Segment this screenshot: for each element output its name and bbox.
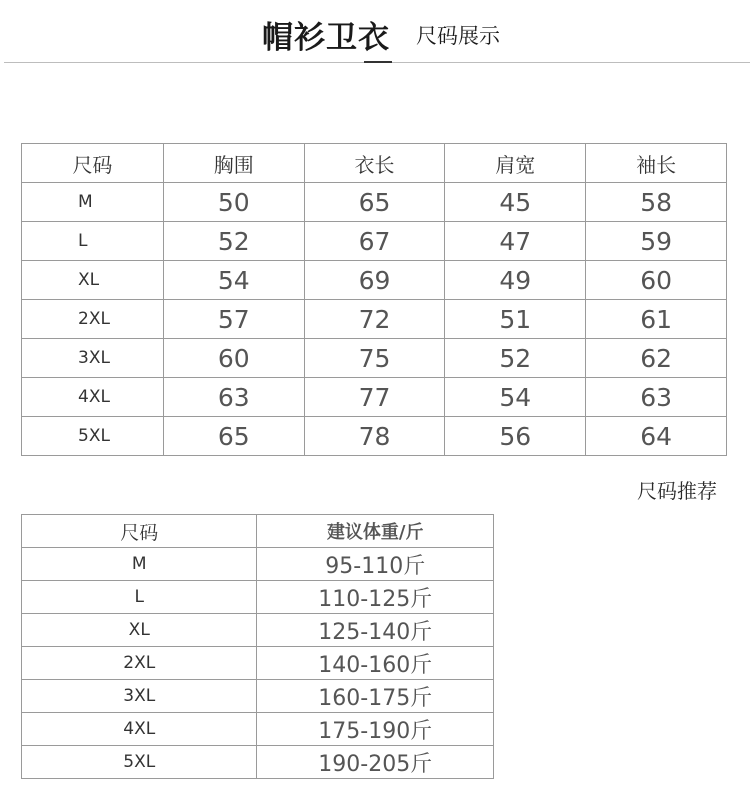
length-cell: 72 bbox=[304, 300, 445, 339]
size-cell: M bbox=[22, 183, 164, 222]
table-row bbox=[22, 614, 494, 647]
size-recommendation-label: 尺码推荐 bbox=[637, 479, 717, 503]
chest-cell: 57 bbox=[163, 300, 304, 339]
sleeve-cell: 59 bbox=[586, 222, 727, 261]
header-chest: 胸围 bbox=[163, 144, 304, 183]
header-length: 衣长 bbox=[304, 144, 445, 183]
sleeve-cell: 63 bbox=[586, 378, 727, 417]
table-row bbox=[22, 183, 727, 222]
sleeve-cell: 62 bbox=[586, 339, 727, 378]
sleeve-cell: 64 bbox=[586, 417, 727, 456]
weight-cell: 125-140斤 bbox=[257, 614, 494, 647]
size-cell: 4XL bbox=[22, 378, 164, 417]
size-cell: XL bbox=[22, 261, 164, 300]
size-cell: 5XL bbox=[22, 417, 164, 456]
shoulder-cell: 45 bbox=[445, 183, 586, 222]
table-row bbox=[22, 417, 727, 456]
size-cell: 2XL bbox=[22, 300, 164, 339]
table-row bbox=[22, 680, 494, 713]
chest-cell: 60 bbox=[163, 339, 304, 378]
weight-recommendation-table bbox=[21, 514, 494, 779]
weight-cell: 175-190斤 bbox=[257, 713, 494, 746]
chest-cell: 65 bbox=[163, 417, 304, 456]
table-row bbox=[22, 378, 727, 417]
shoulder-cell: 52 bbox=[445, 339, 586, 378]
table-row bbox=[22, 647, 494, 680]
size-cell: 3XL bbox=[22, 339, 164, 378]
chest-cell: 63 bbox=[163, 378, 304, 417]
table-row bbox=[22, 548, 494, 581]
length-cell: 77 bbox=[304, 378, 445, 417]
length-cell: 78 bbox=[304, 417, 445, 456]
header-size: 尺码 bbox=[22, 515, 257, 548]
table-row bbox=[22, 746, 494, 779]
shoulder-cell: 49 bbox=[445, 261, 586, 300]
size-chart-table bbox=[21, 143, 727, 456]
shoulder-cell: 47 bbox=[445, 222, 586, 261]
sleeve-cell: 60 bbox=[586, 261, 727, 300]
shoulder-cell: 54 bbox=[445, 378, 586, 417]
table-row bbox=[22, 713, 494, 746]
table-row bbox=[22, 300, 727, 339]
length-cell: 65 bbox=[304, 183, 445, 222]
size-cell: 2XL bbox=[22, 647, 257, 680]
table-row bbox=[22, 222, 727, 261]
size-cell: 3XL bbox=[22, 680, 257, 713]
page-header bbox=[0, 0, 750, 70]
table-row bbox=[22, 339, 727, 378]
weight-header-row bbox=[22, 515, 494, 548]
weight-cell: 110-125斤 bbox=[257, 581, 494, 614]
length-cell: 69 bbox=[304, 261, 445, 300]
size-cell: 4XL bbox=[22, 713, 257, 746]
size-cell: XL bbox=[22, 614, 257, 647]
size-chart-header-row bbox=[22, 144, 727, 183]
page-title: 帽衫卫衣 bbox=[262, 20, 390, 56]
weight-cell: 140-160斤 bbox=[257, 647, 494, 680]
size-cell: L bbox=[22, 581, 257, 614]
header-size: 尺码 bbox=[22, 144, 164, 183]
table-row bbox=[22, 261, 727, 300]
shoulder-cell: 56 bbox=[445, 417, 586, 456]
header-shoulder: 肩宽 bbox=[445, 144, 586, 183]
weight-cell: 95-110斤 bbox=[257, 548, 494, 581]
size-cell: M bbox=[22, 548, 257, 581]
chest-cell: 54 bbox=[163, 261, 304, 300]
table-row bbox=[22, 581, 494, 614]
header-accent-mark bbox=[364, 61, 392, 63]
weight-cell: 190-205斤 bbox=[257, 746, 494, 779]
size-cell: 5XL bbox=[22, 746, 257, 779]
sleeve-cell: 61 bbox=[586, 300, 727, 339]
header-sleeve: 袖长 bbox=[586, 144, 727, 183]
chest-cell: 50 bbox=[163, 183, 304, 222]
shoulder-cell: 51 bbox=[445, 300, 586, 339]
page-subtitle: 尺码展示 bbox=[416, 24, 500, 48]
length-cell: 67 bbox=[304, 222, 445, 261]
length-cell: 75 bbox=[304, 339, 445, 378]
chest-cell: 52 bbox=[163, 222, 304, 261]
sleeve-cell: 58 bbox=[586, 183, 727, 222]
weight-cell: 160-175斤 bbox=[257, 680, 494, 713]
size-cell: L bbox=[22, 222, 164, 261]
header-weight: 建议体重/斤 bbox=[257, 515, 494, 548]
